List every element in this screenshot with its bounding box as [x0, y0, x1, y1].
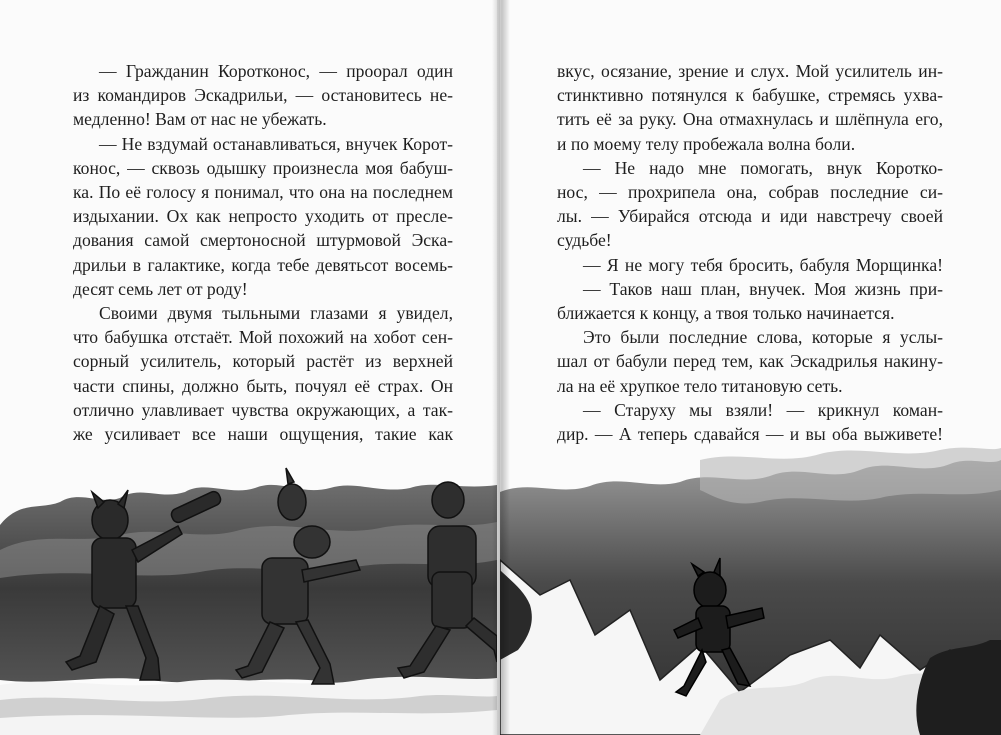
text-line: конос, — сквозь одышку произнесла моя бабуш- — [73, 157, 453, 178]
text-line: же усиливает все наши ощущения, такие как — [73, 424, 453, 445]
text-line: десят семь лет от роду! — [73, 278, 248, 299]
text-line: стинктивно потянулся к бабушке, стремясь ухва- — [557, 85, 943, 106]
text-line: дования самой смертоносной штурмовой Эска- — [73, 230, 453, 251]
right-page — [500, 0, 1001, 735]
text-line: ла на её хрупкое тело титановую сеть. — [557, 375, 843, 396]
smoke-mountain-illustration — [500, 430, 1001, 735]
text-line: — Старуху мы взяли! — крикнул коман- — [583, 399, 943, 420]
text-line: судьбе! — [557, 230, 612, 251]
text-line: — Не надо мне помогать, внук Коротко- — [583, 157, 943, 178]
text-line: части спины, должно быть, почуял её страх. Он — [73, 375, 453, 396]
text-line: сорный усилитель, который растёт из верхней — [73, 351, 453, 372]
text-line: что бабушка отстаёт. Мой похожий на хобот сен- — [73, 327, 453, 348]
text-line: ка. По её голосу я понимал, что она на последнем — [73, 182, 453, 203]
left-page-text — [73, 59, 453, 446]
text-line: из командиров Эскадрильи, — остановитесь не- — [73, 85, 453, 106]
text-line: Это были последние слова, которые я услы- — [583, 327, 943, 348]
text-line: — Не вздумай останавливаться, внучек Корот- — [99, 133, 453, 154]
text-line: издыхании. Ох как непросто уходить от пресле- — [73, 206, 453, 227]
text-line: нос, — прохрипела она, собрав последние си- — [557, 182, 943, 203]
text-line: шал от бабули перед тем, как Эскадрилья накину- — [557, 351, 943, 372]
text-line: медленно! Вам от нас не убежать. — [73, 109, 327, 130]
text-line: вкус, осязание, зрение и слух. Мой усилитель ин- — [557, 61, 943, 81]
text-line: дир. — А теперь сдавайся — и вы оба выживете! — [557, 424, 943, 445]
left-illustration — [0, 430, 497, 735]
text-line: дрильи в галактике, когда тебе девятьсот восемь- — [73, 254, 453, 275]
smoke-chase-illustration — [0, 430, 497, 735]
left-page — [0, 0, 497, 735]
right-page-text — [557, 59, 943, 446]
text-line: и по моему телу пробежала волна боли. — [557, 133, 856, 154]
text-line: — Таков наш план, внучек. Моя жизнь при- — [583, 278, 943, 299]
text-line: отлично улавливает чувства окружающих, а так- — [73, 399, 453, 420]
text-line: тить её за руку. Она отмахнулась и шлёпнула его, — [557, 109, 943, 130]
right-illustration — [500, 430, 1001, 735]
text-line: — Гражданин Коротконос, — проорал один — [99, 61, 453, 81]
text-line: ближается к концу, а твоя только начинается. — [557, 303, 895, 324]
text-line: — Я не могу тебя бросить, бабуля Морщинка! — [583, 254, 943, 275]
text-line: лы. — Убирайся отсюда и иди навстречу своей — [557, 206, 943, 227]
text-line: Своими двумя тыльными глазами я увидел, — [99, 303, 453, 324]
